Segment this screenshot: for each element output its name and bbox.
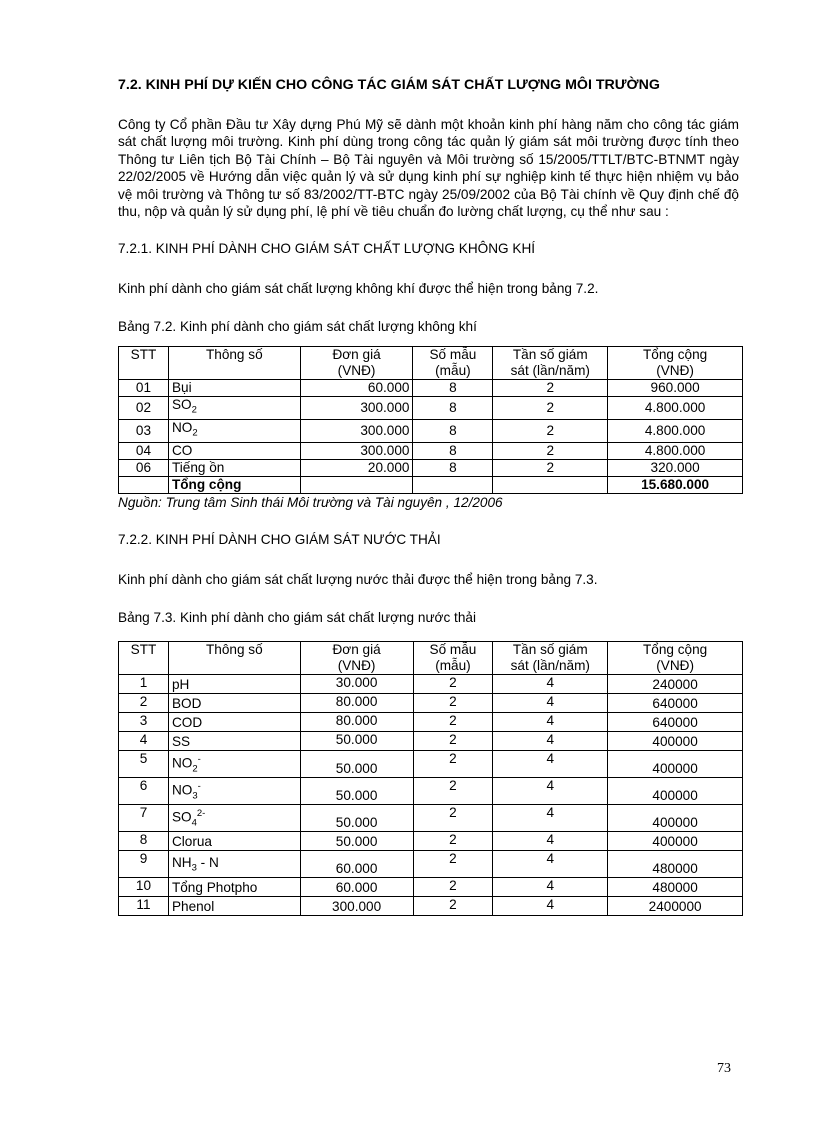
header-frequency: Tần số giám sát (lần/năm) bbox=[493, 641, 608, 674]
table-row: 06 Tiếng ồn 20.000 8 2 320.000 bbox=[119, 459, 743, 476]
table-row: 01 Bụi 60.000 8 2 960.000 bbox=[119, 380, 743, 397]
header-samples: Số mẫu (mẫu) bbox=[413, 347, 493, 380]
table-row: 9 $NH_3$ - N 60.000 2 4 480000 bbox=[119, 850, 743, 877]
header-total: Tổng cộng (VNĐ) bbox=[608, 641, 743, 674]
table-7-2 bbox=[118, 346, 743, 493]
table-row: 5 $NO_2^-$ 50.000 2 4 400000 bbox=[119, 750, 743, 777]
table-row: 10 Tổng Photpho 60.000 2 4 480000 bbox=[119, 877, 743, 896]
table-row: 04 CO 300.000 8 2 4.800.000 bbox=[119, 442, 743, 459]
header-price: Đơn giá (VNĐ) bbox=[300, 347, 413, 380]
table-total-row bbox=[119, 476, 743, 493]
table-row: 4 SS 50.000 2 4 400000 bbox=[119, 731, 743, 750]
page-number: 73 bbox=[717, 1061, 731, 1076]
table-7-3-caption: Bảng 7.3. Kinh phí dành cho giám sát chất lượng nước thải bbox=[118, 609, 476, 625]
intro-paragraph: Công ty Cổ phần Đầu tư Xây dựng Phú Mỹ sẽ dành một khoản kinh phí hàng năm cho công tác giám sát chất lượng môi trường. Kinh phí dùng trong công tác quản lý giám sát môi trường được tính theo Thông tư Liên tịch Bộ Tài Chính – Bộ Tài nguyên và Môi trường số 15/2005/TTLT/BTC-BTNMT ngày 22/02/2005 về Hướng dẫn việc quản lý và sử dụng kinh phí sự nghiệp kinh tế thực hiện nhiệm vụ bảo vệ môi trường và Thông tư số 83/2002/TT-BTC ngày 25/09/2002 của Bộ Tài chính về Quy định chế độ thu, nộp và quản lý sử dụng phí, lệ phí về tiêu chuẩn đo lường chất lượng, cụ thể như sau : bbox=[118, 117, 739, 220]
table-row: 02 $SO_2$ 300.000 8 2 4.800.000 bbox=[119, 397, 743, 420]
document-page bbox=[118, 76, 739, 916]
table-row: 11 Phenol 300.000 2 4 2400000 bbox=[119, 896, 743, 915]
header-frequency: Tần số giám sát (lần/năm) bbox=[493, 347, 608, 380]
total-value: 15.680.000 bbox=[608, 476, 743, 493]
header-price: Đơn giá (VNĐ) bbox=[300, 641, 413, 674]
table-row: 7 $SO_4^{2-}$ 50.000 2 4 400000 bbox=[119, 804, 743, 831]
header-total: Tổng cộng (VNĐ) bbox=[608, 347, 743, 380]
header-param: Thông số bbox=[168, 641, 300, 674]
table-row: 2 BOD 80.000 2 4 640000 bbox=[119, 693, 743, 712]
section-heading: 7.2. KINH PHÍ DỰ KIẾN CHO CÔNG TÁC GIÁM SÁT CHẤT LƯỢNG MÔI TRƯỜNG bbox=[118, 77, 660, 93]
table-header-row bbox=[119, 347, 743, 380]
table-row: 03 $NO_2$ 300.000 8 2 4.800.000 bbox=[119, 420, 743, 443]
table-row: 6 $NO_3^-$ 50.000 2 4 400000 bbox=[119, 777, 743, 804]
section-7-2-1-title: 7.2.1. KINH PHÍ DÀNH CHO GIÁM SÁT CHẤT LƯỢNG KHÔNG KHÍ bbox=[118, 241, 536, 257]
table-row: 8 Clorua 50.000 2 4 400000 bbox=[119, 831, 743, 850]
section-7-2-1-text: Kinh phí dành cho giám sát chất lượng không khí được thể hiện trong bảng 7.2. bbox=[118, 281, 599, 297]
table-7-2-caption: Bảng 7.2. Kinh phí dành cho giám sát chất lượng không khí bbox=[118, 319, 477, 335]
header-param: Thông số bbox=[168, 347, 300, 380]
total-label: Tổng cộng bbox=[168, 476, 300, 493]
header-stt: STT bbox=[119, 347, 169, 380]
table-7-3 bbox=[118, 641, 743, 916]
table-row: 1 pH 30.000 2 4 240000 bbox=[119, 674, 743, 693]
section-7-2-2-title: 7.2.2. KINH PHÍ DÀNH CHO GIÁM SÁT NƯỚC THẢI bbox=[118, 531, 441, 547]
header-samples: Số mẫu (mẫu) bbox=[413, 641, 493, 674]
table-row: 3 COD 80.000 2 4 640000 bbox=[119, 712, 743, 731]
table-source-note: Nguồn: Trung tâm Sinh thái Môi trường và Tài nguyên , 12/2006 bbox=[118, 494, 503, 510]
section-7-2-2-text: Kinh phí dành cho giám sát chất lượng nước thải được thể hiện trong bảng 7.3. bbox=[118, 571, 598, 587]
header-stt: STT bbox=[119, 641, 169, 674]
table-header-row bbox=[119, 641, 743, 674]
